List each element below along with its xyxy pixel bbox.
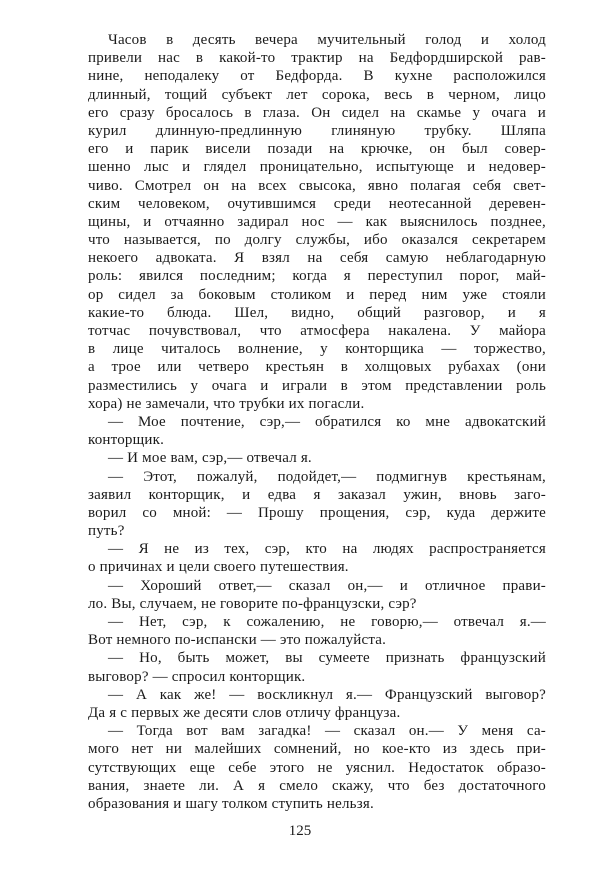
page-body-text xyxy=(88,31,546,813)
text-line: — А как же! — воскликнул я.— Французский выговор? xyxy=(108,686,546,703)
text-line: в лице читалось волнение, у конторщика — торжество, xyxy=(88,341,546,358)
text-line: — Тогда вот вам загадка! — сказал он.— У меня са- xyxy=(108,723,546,740)
text-line: его сразу бросалось в глаза. Он сидел на скамье у очага и xyxy=(88,104,546,121)
text-line: разместились у очага и играли в этом представлении роль xyxy=(88,377,546,394)
text-line: Вот немного по-испански — это пожалуйста. xyxy=(88,632,387,649)
text-line: сутствующих еще себе этого не уяснил. Недостаток образо- xyxy=(88,759,546,776)
text-line: мого нет ни малейших сомнений, но кое-кто из здесь при- xyxy=(88,741,546,758)
text-line: его и парик висели позади на крючке, он был совер- xyxy=(88,141,546,158)
text-line: выговор? — спросил конторщик. xyxy=(88,668,306,685)
page-number: 125 xyxy=(288,823,312,839)
text-line: Часов в десять вечера мучительный голод и холод xyxy=(108,32,546,48)
text-line: вания, знаете ли. А я смело скажу, что без достаточного xyxy=(88,777,546,794)
text-line: некоего адвоката. Я взял на себя самую неблагодарную xyxy=(88,250,546,267)
text-line: конторщик. xyxy=(88,432,165,449)
text-line: — Нет, сэр, к сожалению, не говорю,— отвечал я.— xyxy=(108,614,546,630)
text-line: ор сидел за боковым столиком и перед ним уже стояли xyxy=(88,286,546,303)
text-line: — И мое вам, сэр,— отвечал я. xyxy=(108,450,312,467)
text-line: какие-то блюда. Шел, видно, общий разговор, и я xyxy=(88,304,546,321)
text-line: — Но, быть может, вы сумеете признать французский xyxy=(108,650,546,667)
text-line: курил длинную-предлинную глиняную трубку. Шляпа xyxy=(88,122,546,139)
text-line: тотчас почувствовал, что атмосфера накалена. У майора xyxy=(88,323,546,339)
text-line: заявил конторщик, и едва я заказал ужин, вновь заго- xyxy=(88,486,546,503)
text-line: длинный, тощий субъект лет сорока, весь в черном, лицо xyxy=(88,86,546,103)
text-line: роль: явился последним; когда я переступил порог, май- xyxy=(88,268,546,285)
text-line: ским человеком, очутившимся среди неотесанной деревен- xyxy=(88,195,546,212)
text-line: образования и шагу толком ступить нельзя. xyxy=(88,795,374,812)
text-line: хора) не замечали, что трубки их погасли. xyxy=(88,395,365,412)
text-line: путь? xyxy=(88,523,125,540)
text-line: — Этот, пожалуй, подойдет,— подмигнув крестьянам, xyxy=(108,468,546,485)
text-line: шенно лыс и глядел проницательно, испытующе и недовер- xyxy=(88,159,546,176)
text-line: нине, неподалеку от Бедфорда. В кухне расположился xyxy=(88,68,546,85)
text-line: а трое или четверо крестьян в холщовых рубахах (они xyxy=(88,359,546,376)
text-line: Да я с первых же десяти слов отличу француза. xyxy=(88,704,401,721)
text-line: — Я не из тех, сэр, кто на людях распространяется xyxy=(108,541,546,558)
text-line: ворил со мной: — Прошу прощения, сэр, куда держите xyxy=(88,504,546,521)
text-line: — Мое почтение, сэр,— обратился ко мне адвокатский xyxy=(108,413,546,430)
text-line: ло. Вы, случаем, не говорите по-французски, сэр? xyxy=(88,595,417,612)
text-line: чиво. Смотрел он на всех свысока, явно полагая себя свет- xyxy=(88,177,546,194)
text-line: привели нас в какой-то трактир на Бедфордширской рав- xyxy=(88,50,546,67)
text-line: о причинах и цели своего путешествия. xyxy=(88,559,349,576)
text-line: щины, и отчаянно задирал нос — как выяснилось позднее, xyxy=(88,213,546,230)
text-line: что называется, по долгу службы, ибо оказался секретарем xyxy=(88,232,546,249)
text-line: — Хороший ответ,— сказал он,— и отличное прави- xyxy=(108,577,546,594)
